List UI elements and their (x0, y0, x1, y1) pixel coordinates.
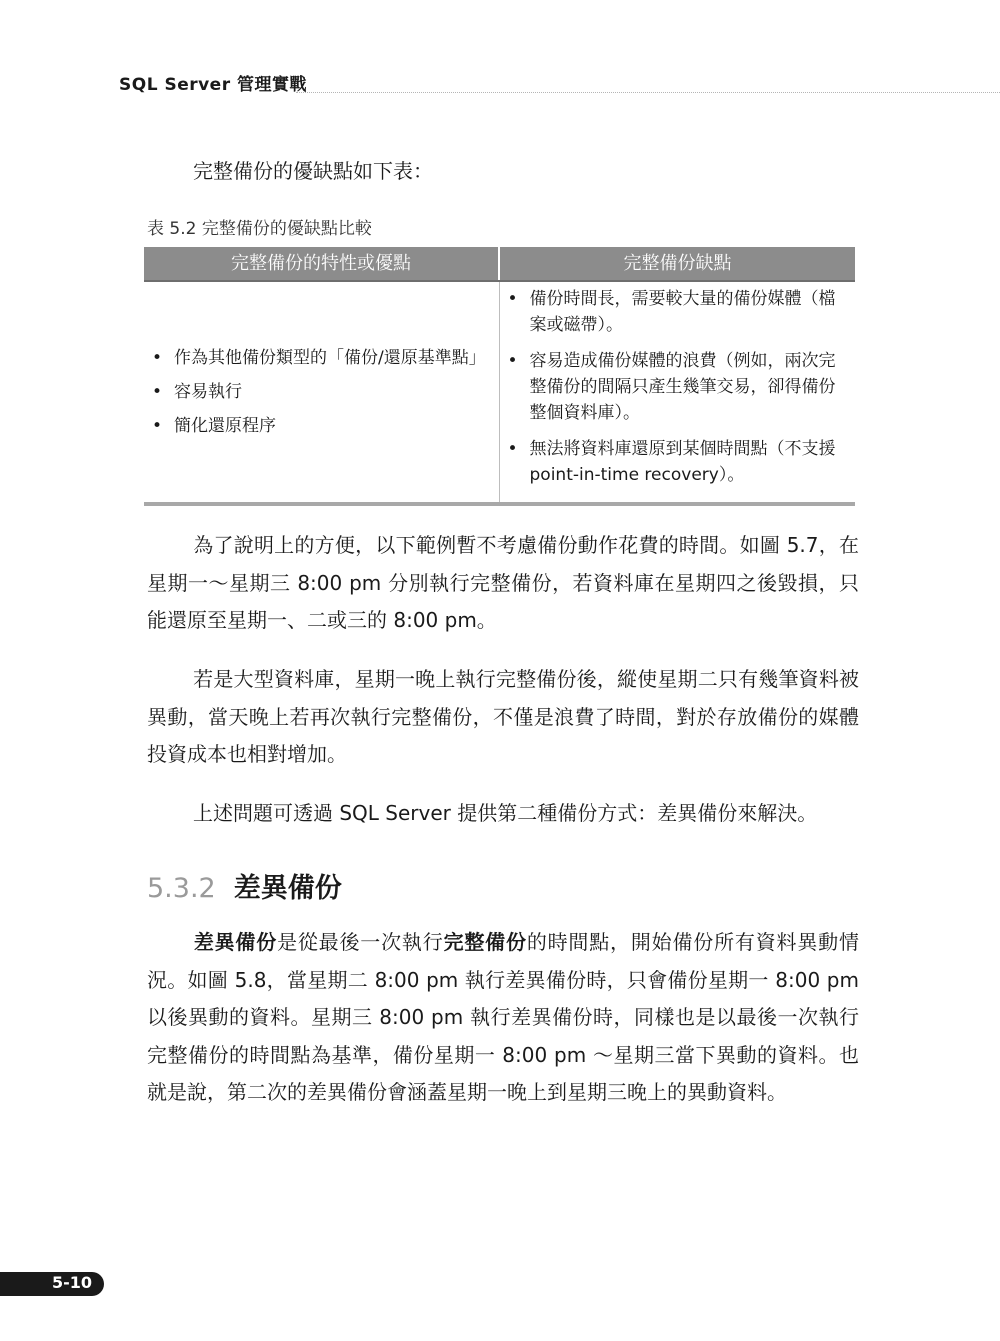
running-header (0, 0, 1000, 96)
body-paragraph (147, 924, 859, 1112)
page-number: 5-10 (51, 1273, 92, 1292)
section-heading (147, 866, 342, 905)
bold-term: 差異備份 (193, 930, 278, 954)
body-paragraph: 上述問題可透過 SQL Server 提供第二種備份方式：差異備份來解決。 (193, 801, 818, 825)
running-title: SQL Server 管理實戰 (119, 75, 308, 95)
paragraph-text: 為了說明上的方便，以下範例暫不考慮備份動作花費的時間。如圖 5.7，在星期一～星期三 8:00 pm 分別執行完整備份，若資料庫在星期四之後毀損，只能還原至星期一、二或三的 8:00 pm。 (147, 533, 859, 632)
page-number-tab (0, 1272, 104, 1296)
list-item: • 備份時間長，需要較大量的備份媒體（檔案或磁帶）。 (506, 286, 850, 338)
column-header-pros: 完整備份的特性或優點 (144, 247, 499, 281)
paragraph-text: 是從最後一次執行 (277, 930, 444, 954)
paragraph-text: 若是大型資料庫，星期一晚上執行完整備份後，縱使星期二只有幾筆資料被異動，當天晚上若再次執行完整備份，不僅是浪費了時間，對於存放備份的媒體投資成本也相對增加。 (147, 667, 859, 766)
pros-cell (144, 281, 499, 504)
pros-list (150, 345, 493, 439)
body-paragraph (147, 661, 859, 774)
table-row (144, 281, 855, 504)
body-paragraph (147, 527, 859, 640)
list-item: • 簡化還原程序 (150, 413, 493, 439)
section-title: 差異備份 (233, 873, 342, 904)
column-header-cons: 完整備份缺點 (499, 247, 855, 281)
paragraph-text: 的時間點，開始備份所有資料異動情況。如圖 5.8，當星期二 8:00 pm 執行差異備份時，只會備份星期一 8:00 pm 以後異動的資料。星期三 8:00 pm 執行差異備份時，同樣也是以最後一次執行完整備份的時間點為基準，備份星期一 8:00 pm ～星期三當下異動的資料。也就是說，第二次的差異備份會涵蓋星期一晚上到星期三晚上的異動資料。 (147, 930, 859, 1104)
comparison-table (144, 247, 855, 506)
header-dotted-rule (296, 92, 1000, 93)
list-item: • 容易執行 (150, 379, 493, 405)
intro-text: 完整備份的優缺點如下表： (193, 159, 433, 183)
cons-list (506, 286, 850, 488)
table-caption: 表 5.2 完整備份的優缺點比較 (147, 219, 372, 239)
table-header-row (144, 247, 855, 281)
list-item: • 容易造成備份媒體的浪費（例如，兩次完整備份的間隔只產生幾筆交易，卻得備份整個資料庫）。 (506, 348, 850, 426)
section-number: 5.3.2 (147, 873, 216, 904)
bold-term: 完整備份 (443, 930, 527, 954)
list-item: • 作為其他備份類型的「備份/還原基準點」 (150, 345, 493, 371)
list-item: • 無法將資料庫還原到某個時間點（不支援 point-in-time recovery）。 (506, 436, 850, 488)
cons-cell (499, 281, 855, 504)
